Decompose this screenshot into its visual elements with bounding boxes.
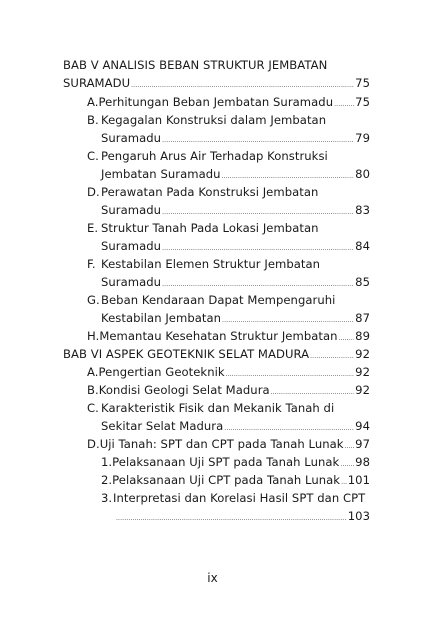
toc-entry-letter: A. <box>87 365 99 379</box>
toc-entry-letter: C. <box>87 149 99 163</box>
toc-entry[interactable] <box>87 293 370 311</box>
toc-entry-text: Memantau Kesehatan Struktur Jembatan <box>99 329 338 343</box>
toc-entry-text: Jembatan Suramadu <box>101 167 221 181</box>
toc-entry[interactable] <box>87 365 370 383</box>
toc-entry-text: Suramadu <box>101 275 162 289</box>
toc-entry-number: 3. <box>101 491 113 505</box>
toc-entry-text: Suramadu <box>101 203 162 217</box>
toc-entry[interactable] <box>87 329 370 347</box>
toc-page-number: 87 <box>355 311 370 325</box>
toc-entry-text: Kondisi Geologi Selat Madura <box>98 383 270 397</box>
toc-entry-continuation[interactable] <box>101 419 370 437</box>
dot-leader <box>162 210 354 216</box>
toc-page-number: 85 <box>355 275 370 289</box>
dot-leader <box>334 102 354 108</box>
dot-leader <box>310 354 354 360</box>
toc-entry-text: Interpretasi dan Korelasi Hasil SPT dan CPT <box>113 491 366 505</box>
toc-entry-text: Perhitungan Beban Jembatan Suramadu <box>98 95 334 109</box>
toc-entry-letter: F. <box>87 257 96 271</box>
toc-page-number: 97 <box>355 437 370 451</box>
toc-subentry[interactable] <box>101 491 370 509</box>
dot-leader <box>162 282 354 288</box>
dot-leader <box>222 174 355 180</box>
toc-entry-letter: B. <box>87 383 99 397</box>
toc-entry-continuation[interactable] <box>101 275 370 293</box>
toc-entry-letter: B. <box>87 113 99 127</box>
toc-entry-text: Pengaruh Arus Air Terhadap Konstruksi <box>101 149 328 163</box>
toc-page-number: 101 <box>347 473 370 487</box>
toc-chapter-heading <box>63 58 370 76</box>
toc-entry-text: Pelaksanaan Uji CPT pada Tanah Lunak <box>112 473 341 487</box>
toc-page-number: 89 <box>355 329 370 343</box>
toc-subentry[interactable] <box>101 473 370 491</box>
toc-page-number: 84 <box>355 239 370 253</box>
toc-page-number: 83 <box>355 203 370 217</box>
toc-entry-text: Perawatan Pada Konstruksi Jembatan <box>101 185 319 199</box>
toc-entry[interactable] <box>87 113 370 131</box>
toc-entry-text: Pelaksanaan Uji SPT pada Tanah Lunak <box>112 455 340 469</box>
page-number: ix <box>207 571 218 585</box>
toc-entry-letter: A. <box>87 95 99 109</box>
toc-page-number: 75 <box>355 76 370 90</box>
toc-page-number: 92 <box>355 365 370 379</box>
toc-entry[interactable] <box>87 383 370 401</box>
dot-leader <box>162 246 354 252</box>
toc-entry-text: Kegagalan Konstruksi dalam Jembatan <box>101 113 327 127</box>
toc-entry-text: Kestabilan Jembatan <box>101 311 222 325</box>
toc-entry-text: SURAMADU <box>63 76 131 90</box>
toc-entry-text: BAB V ANALISIS BEBAN STRUKTUR JEMBATAN <box>63 58 328 72</box>
toc-entry[interactable] <box>87 185 370 203</box>
dot-leader <box>341 480 347 486</box>
toc-entry-text: Struktur Tanah Pada Lokasi Jembatan <box>101 221 319 235</box>
dot-leader <box>131 83 354 89</box>
dot-leader <box>116 516 347 522</box>
toc-entry-text: Suramadu <box>101 131 162 145</box>
toc-page-number: 98 <box>355 455 370 469</box>
toc-entry-continuation[interactable] <box>101 203 370 221</box>
toc-entry-letter: G. <box>87 293 100 307</box>
toc-entry-continuation[interactable] <box>101 311 370 329</box>
toc-entry[interactable] <box>87 401 370 419</box>
toc-page-number: 92 <box>355 383 370 397</box>
toc-chapter-heading[interactable] <box>63 347 370 365</box>
toc-subentry[interactable] <box>101 455 370 473</box>
toc-page-number: 94 <box>355 419 370 433</box>
toc-entry-text: Pengertian Geoteknik <box>98 365 225 379</box>
toc-entry[interactable] <box>63 76 370 94</box>
toc-page-number: 103 <box>347 509 370 523</box>
toc-entry-number: 1. <box>101 455 113 469</box>
dot-leader <box>222 318 354 324</box>
toc-entry[interactable] <box>87 149 370 167</box>
toc-entry-number: 2. <box>101 473 113 487</box>
toc-entry-letter: E. <box>87 221 99 235</box>
toc-page-number: 75 <box>355 95 370 109</box>
toc-entry[interactable] <box>87 95 370 113</box>
toc-entry-text: Karakteristik Fisik dan Mekanik Tanah di <box>101 401 335 415</box>
dot-leader <box>345 444 355 450</box>
toc-entry-letter: C. <box>87 401 99 415</box>
toc-page-number: 92 <box>355 347 370 361</box>
dot-leader <box>339 336 355 342</box>
toc-page-number: 79 <box>355 131 370 145</box>
dot-leader <box>226 372 355 378</box>
toc-entry[interactable] <box>87 437 370 455</box>
toc-entry-text: Kestabilan Elemen Struktur Jembatan <box>101 257 321 271</box>
dot-leader <box>224 426 354 432</box>
toc-entry-text: BAB VI ASPEK GEOTEKNIK SELAT MADURA <box>63 347 310 361</box>
dot-leader <box>271 390 354 396</box>
toc-entry-letter: H. <box>87 329 100 343</box>
toc-page-number: 80 <box>355 167 370 181</box>
toc-entry[interactable] <box>87 221 370 239</box>
toc-entry-text: Suramadu <box>101 239 162 253</box>
toc-entry[interactable] <box>87 257 370 275</box>
toc-entry-text: Uji Tanah: SPT dan CPT pada Tanah Lunak <box>99 437 344 451</box>
dot-leader <box>340 462 354 468</box>
toc-entry-continuation[interactable] <box>101 167 370 185</box>
toc-subentry-continuation[interactable] <box>115 509 370 527</box>
toc-entry-text: Sekitar Selat Madura <box>101 419 224 433</box>
toc-entry-letter: D. <box>87 185 100 199</box>
toc-entry-continuation[interactable] <box>101 239 370 257</box>
toc-entry-continuation[interactable] <box>101 131 370 149</box>
toc-entry-text: Beban Kendaraan Dapat Mempengaruhi <box>101 293 336 307</box>
toc-entry-letter: D. <box>87 437 100 451</box>
dot-leader <box>162 138 354 144</box>
